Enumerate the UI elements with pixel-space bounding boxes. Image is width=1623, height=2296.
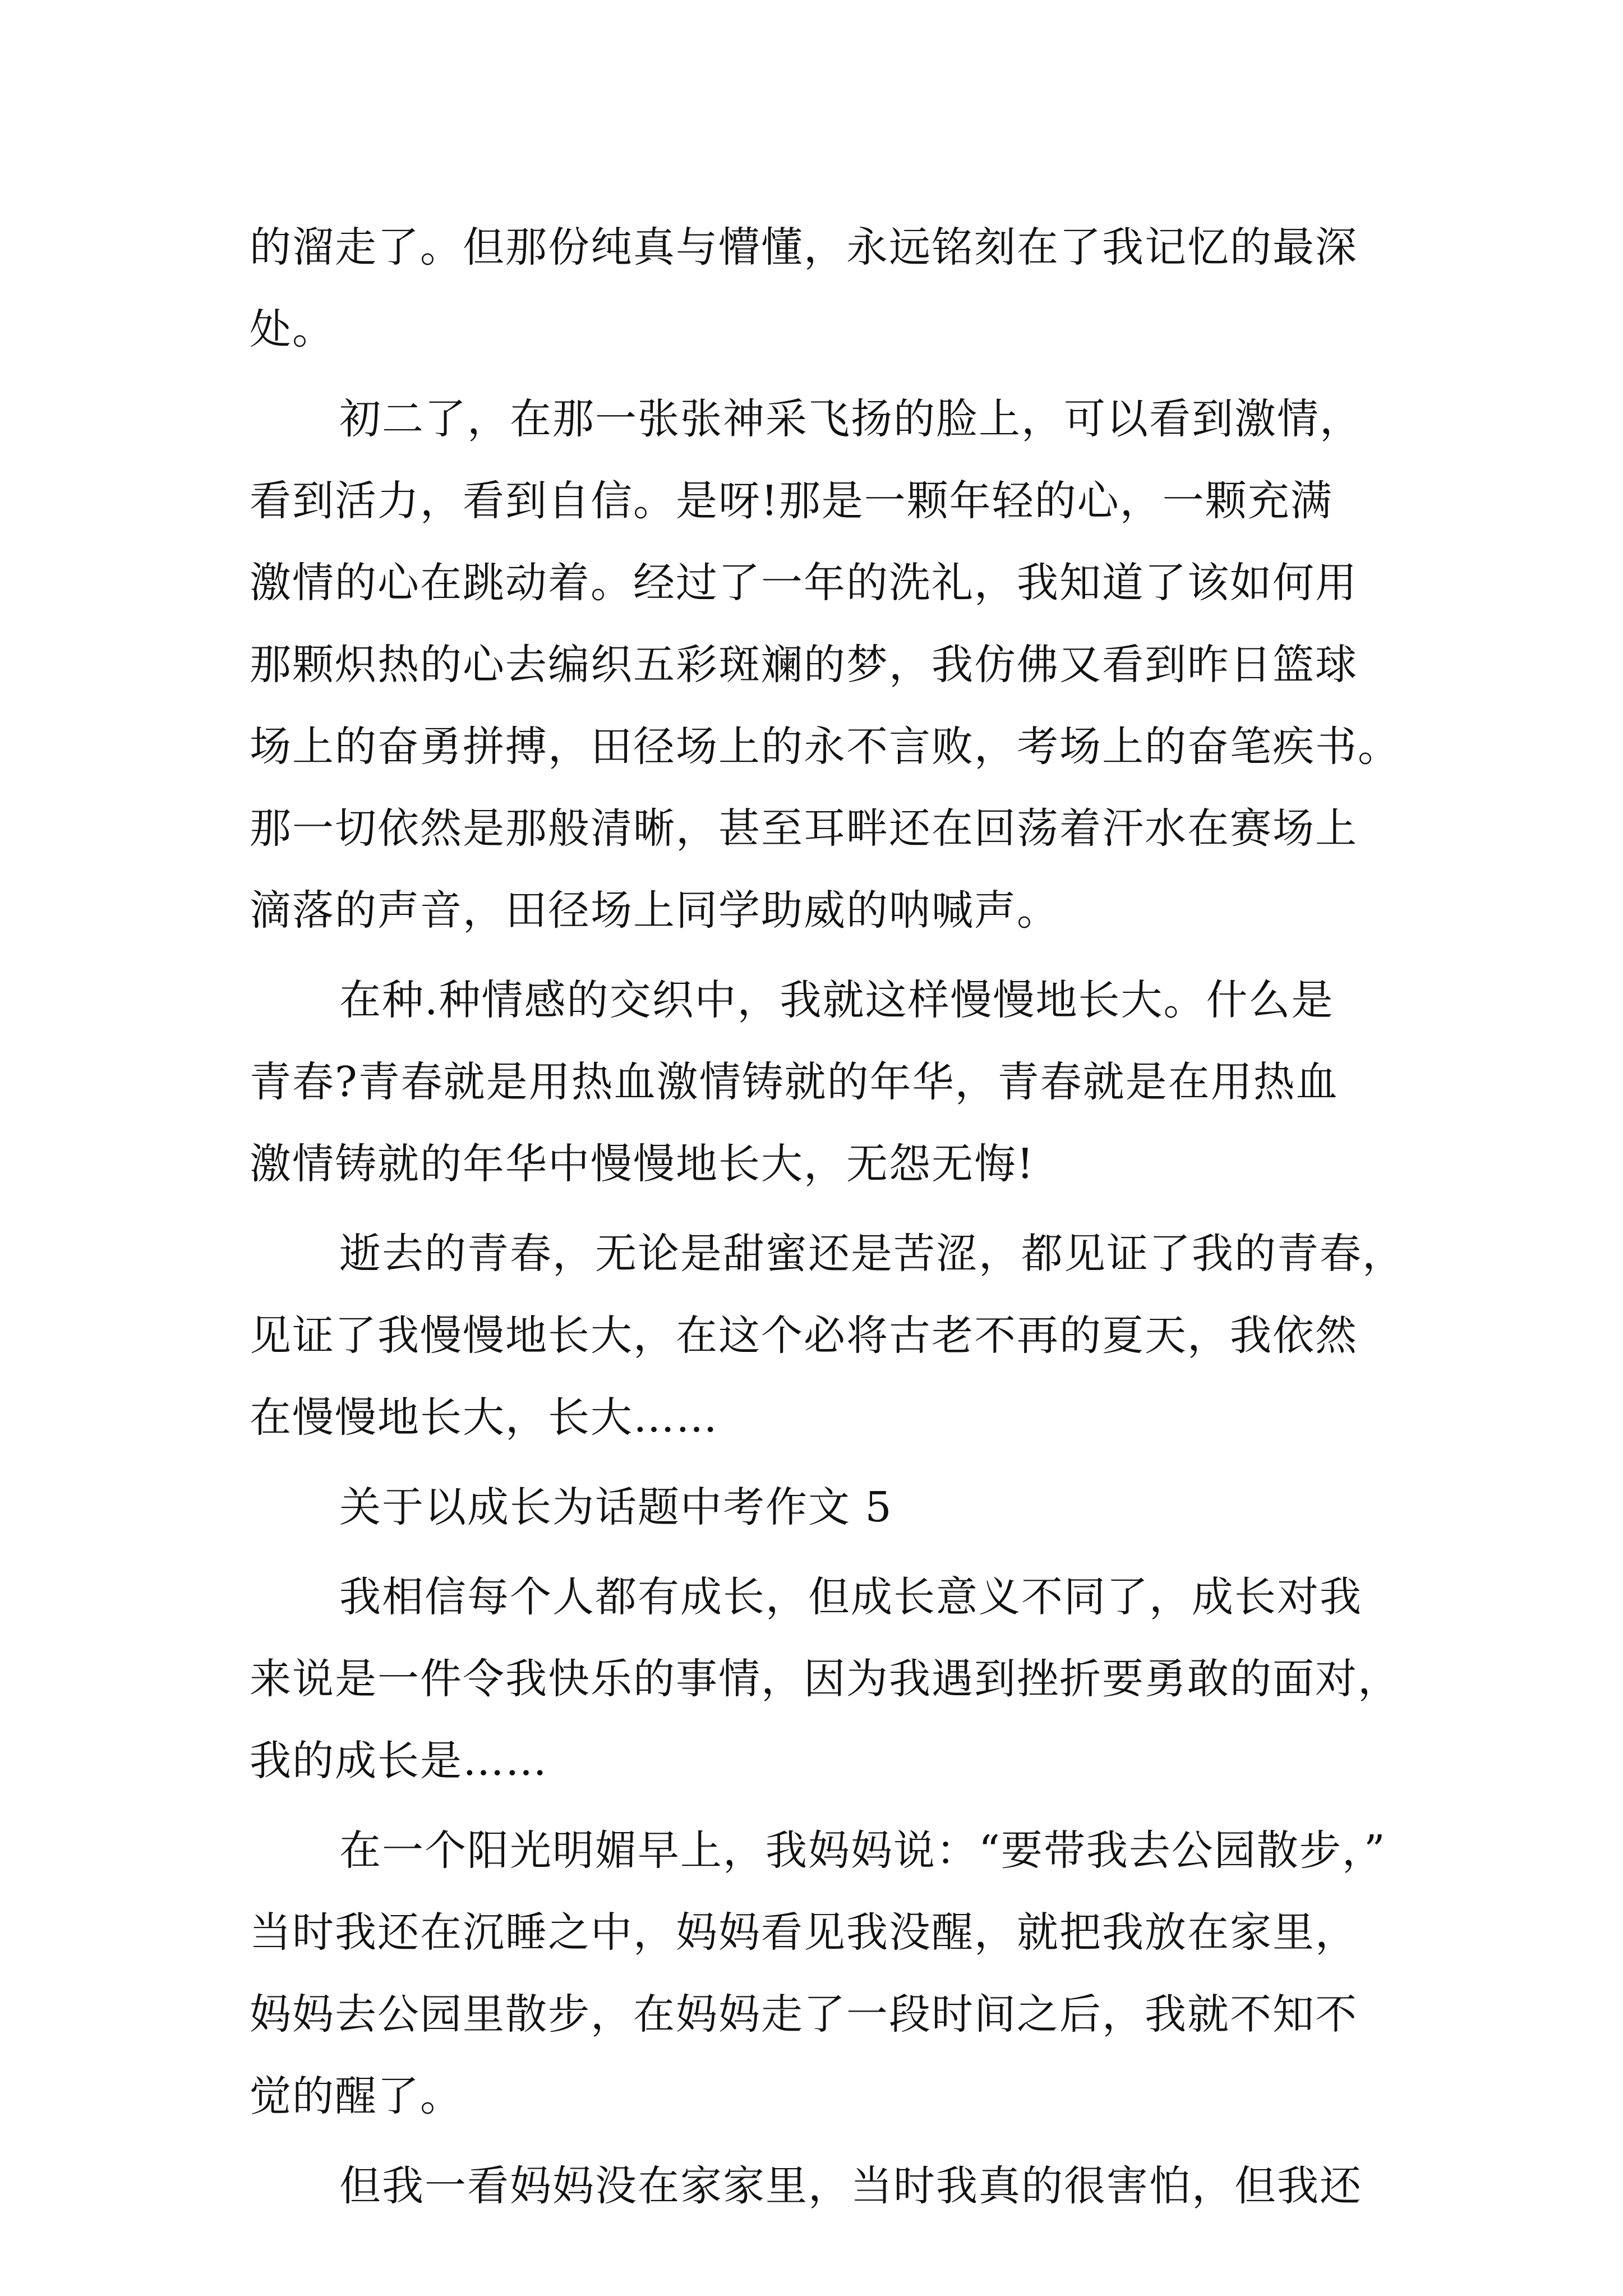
text-line: 那颗炽热的心去编织五彩斑斓的梦，我仿佛又看到昨日篮球 xyxy=(250,641,1358,689)
paragraph-first-line: 在一个阳光明媚早上，我妈妈说：“要带我去公园散步，” xyxy=(339,1826,1386,1875)
text-line: 场上的奋勇拼搏，田径场上的永不言败，考场上的奋笔疾书。 xyxy=(250,723,1400,771)
essay-text xyxy=(250,206,1405,2227)
paragraph-gap xyxy=(250,370,1394,378)
text-line: 那一切依然是那般清晰，甚至耳畔还在回荡着汗水在赛场上 xyxy=(250,804,1358,853)
text-line: 处。 xyxy=(250,305,335,353)
text-line: 看到活力，看到自信。是呀!那是一颗年轻的心，一颗充满 xyxy=(250,477,1333,525)
text-line: 觉的醒了。 xyxy=(250,2072,463,2120)
text-line: 来说是一件令我快乐的事情，因为我遇到挫折要勇敢的面对， xyxy=(250,1655,1400,1703)
text-line: 我的成长是…… xyxy=(250,1737,548,1785)
paragraph-gap xyxy=(250,1548,1394,1556)
paragraph-first-line: 但我一看妈妈没在家家里，当时我真的很害怕，但我还 xyxy=(339,2162,1362,2210)
paragraph-gap xyxy=(250,1458,1394,1466)
text-line: 激情铸就的年华中慢慢地长大，无怨无悔! xyxy=(250,1140,1035,1188)
text-line: 的溜走了。但那份纯真与懵懂，永远铭刻在了我记忆的最深 xyxy=(250,223,1358,272)
paragraph-gap xyxy=(250,951,1394,959)
paragraph-gap xyxy=(250,2137,1394,2145)
paragraph-gap xyxy=(250,1802,1394,1810)
text-line: 在慢慢地长大，长大…… xyxy=(250,1393,718,1442)
paragraph-first-line: 关于以成长为话题中考作文 5 xyxy=(339,1483,893,1531)
paragraph-gap xyxy=(250,1205,1394,1213)
paragraph-first-line: 逝去的青春，无论是甜蜜还是苦涩，都见证了我的青春， xyxy=(339,1230,1405,1278)
paragraph-first-line: 在种.种情感的交织中，我就这样慢慢地长大。什么是 xyxy=(339,976,1334,1024)
text-line: 青春?青春就是用热血激情铸就的年华，青春就是在用热血 xyxy=(250,1058,1339,1106)
paragraph-first-line: 初二了，在那一张张神采飞扬的脸上，可以看到激情， xyxy=(339,395,1362,443)
text-line: 当时我还在沉睡之中，妈妈看见我没醒，就把我放在家里， xyxy=(250,1908,1358,1957)
text-line: 滴落的声音，田径场上同学助威的呐喊声。 xyxy=(250,886,1059,935)
paragraph-first-line: 我相信每个人都有成长，但成长意义不同了，成长对我 xyxy=(339,1573,1362,1621)
text-line: 见证了我慢慢地长大，在这个必将古老不再的夏天，我依然 xyxy=(250,1312,1358,1360)
text-line: 激情的心在跳动着。经过了一年的洗礼，我知道了该如何用 xyxy=(250,559,1358,607)
text-line: 妈妈去公园里散步，在妈妈走了一段时间之后，我就不知不 xyxy=(250,1990,1358,2039)
